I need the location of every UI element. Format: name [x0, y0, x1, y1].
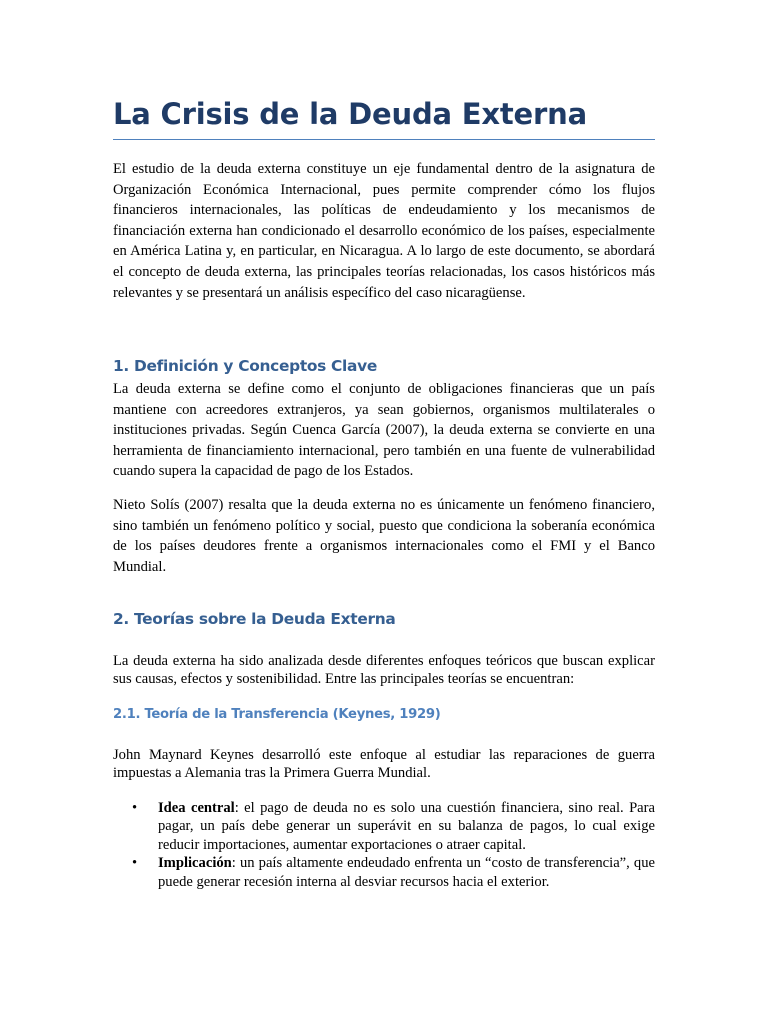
bullet-term: Idea central — [158, 800, 235, 816]
section-1-paragraph-2: Nieto Solís (2007) resalta que la deuda externa no es únicamente un fenómeno financiero, sino también un fenómeno político y social, puesto que condiciona la soberanía económica de los países deudores frente a organismos internacionales como el FMI y el Banco Mundial. — [113, 497, 655, 575]
list-item — [113, 799, 655, 854]
bullet-marker: • — [132, 855, 138, 872]
bullet-list — [113, 799, 655, 891]
subsection-2-1-paragraph: John Maynard Keynes desarrolló este enfoque al estudiar las reparaciones de guerra impuestas a Alemania tras la Primera Guerra Mundial. — [113, 747, 655, 782]
list-item — [113, 854, 655, 891]
section-1-paragraph-1: La deuda externa se define como el conjunto de obligaciones financieras que un país mantiene con acreedores extranjeros, ya sean gobiernos, organismos multilaterales o instituciones privadas. Según Cuenca García (2007), la deuda externa se convierte en una herramienta de financiamiento internacional, pero también en una fuente de vulnerabilidad cuando supera la capacidad de pago de los Estados. — [113, 381, 655, 480]
bullet-term: Implicación — [158, 855, 232, 872]
bullet-text: : un país altamente endeudado enfrenta un “costo de transferencia”, que puede generar recesión interna al desviar recursos hacia el exterior. — [158, 855, 655, 890]
section-2-heading: 2. Teorías sobre la Deuda Externa — [113, 610, 396, 628]
subsection-2-1-heading: 2.1. Teoría de la Transferencia (Keynes, 1929) — [113, 707, 441, 722]
intro-paragraph: El estudio de la deuda externa constituye un eje fundamental dentro de la asignatura de Organización Económica Internacional, pues permite comprender cómo los flujos financieros internacionales, las políticas de endeudamiento y los mecanismos de financiación externa han condicionado el desarrollo económico de los países, especialmente en América Latina y, en particular, en Nicaragua. A lo largo de este documento, se abordará el concepto de deuda externa, las principales teorías relacionadas, los casos históricos más relevantes y se presentará un análisis específico del caso nicaragüense. — [113, 161, 655, 301]
document-title: La Crisis de la Deuda Externa — [113, 97, 587, 131]
bullet-marker: • — [132, 800, 138, 816]
section-2-paragraph-1: La deuda externa ha sido analizada desde diferentes enfoques teóricos que buscan explicar sus causas, efectos y sostenibilidad. Entre las principales teorías se encuentran: — [113, 653, 655, 688]
bullet-text: : el pago de deuda no es solo una cuestión financiera, sino real. Para pagar, un país debe generar un superávit en su balanza de pagos, lo cual exige reducir importaciones, aumentar exportaciones o atraer capital. — [158, 800, 655, 853]
title-underline — [113, 139, 655, 140]
section-1-heading: 1. Definición y Conceptos Clave — [113, 357, 377, 375]
